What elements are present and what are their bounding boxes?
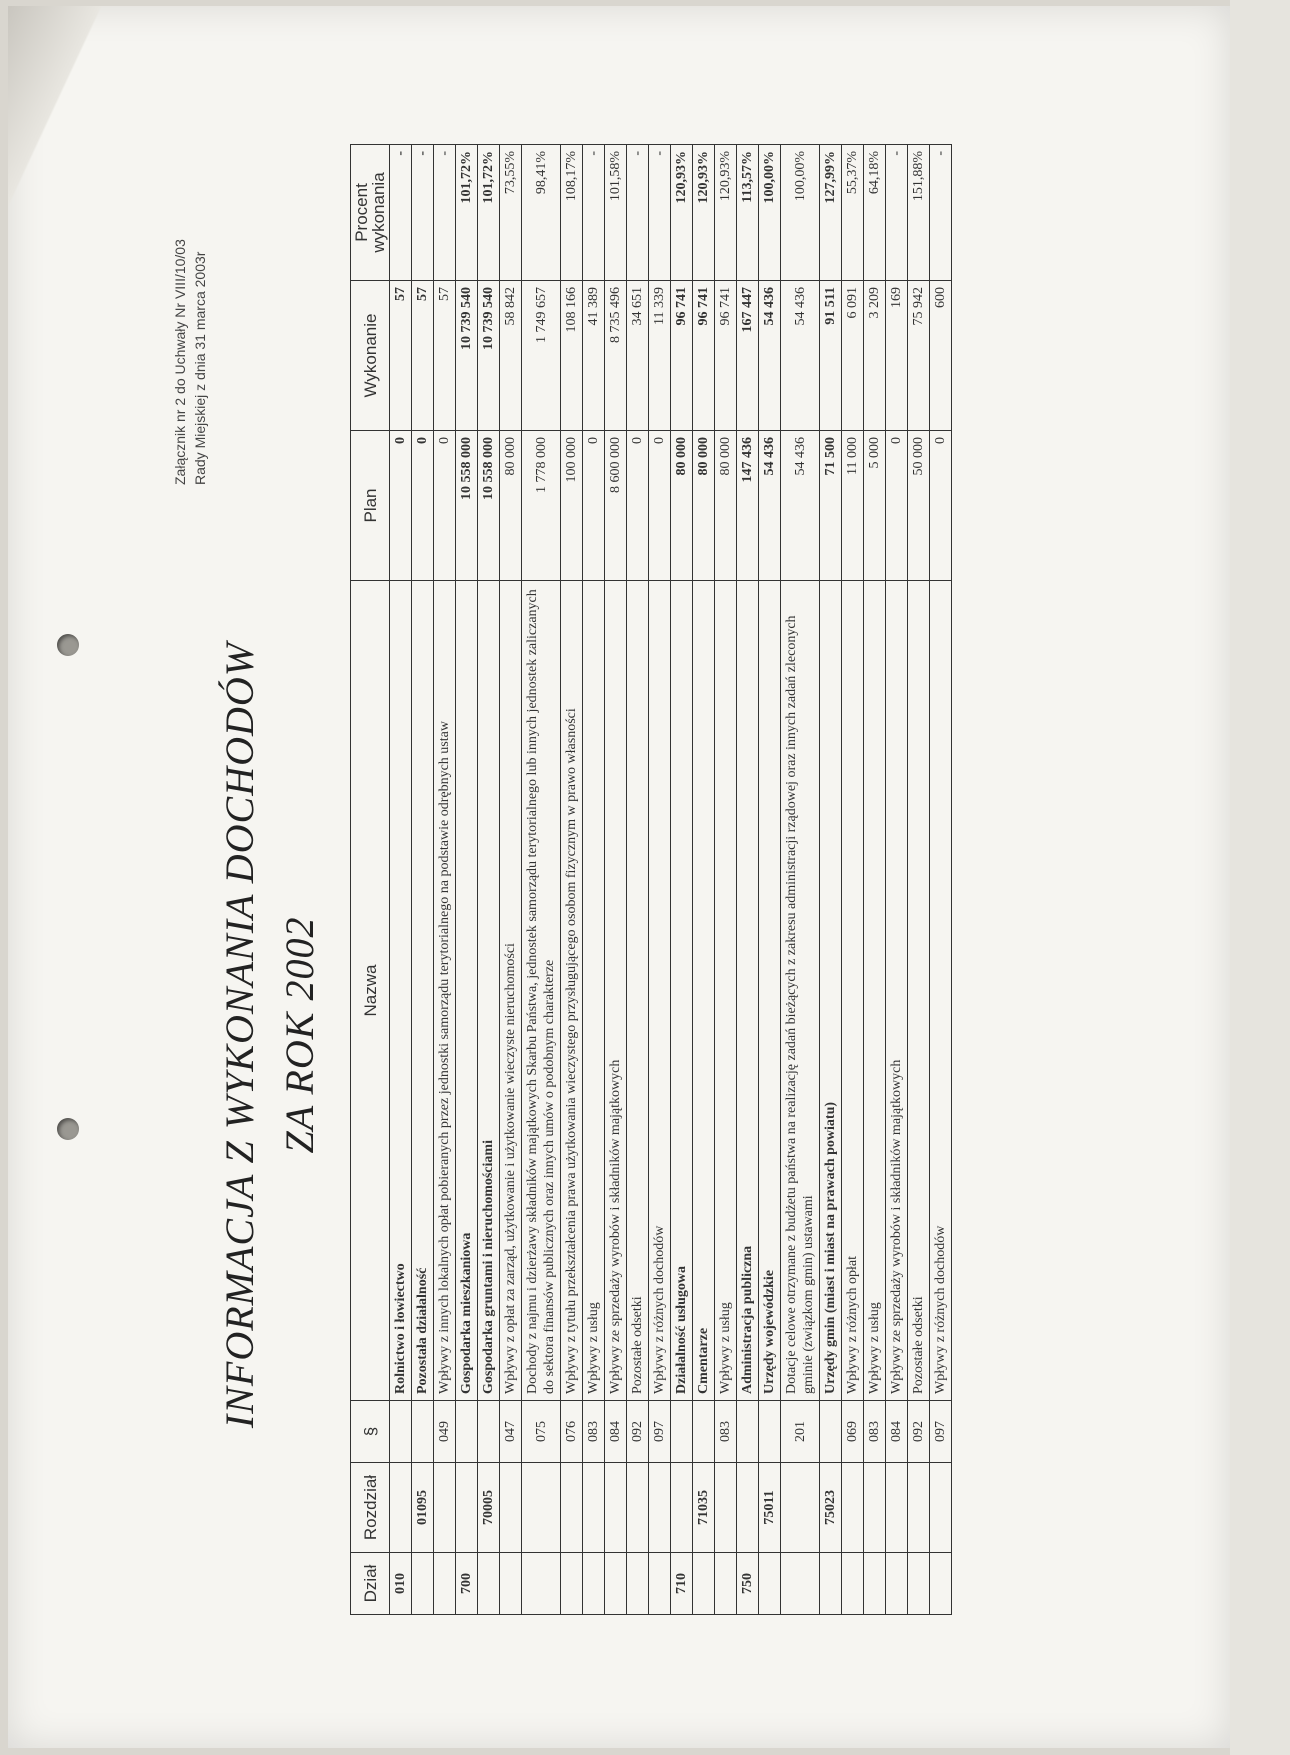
cell-plan: 0 [886, 431, 908, 581]
cell-procent: 98,41% [522, 145, 561, 281]
cell-wykonanie: 167 447 [737, 281, 759, 431]
table-row [930, 145, 952, 1615]
cell-wykonanie: 10 739 540 [478, 281, 500, 431]
cell-paragraph: 201 [781, 1401, 820, 1463]
cell-rozdzial [627, 1463, 649, 1553]
page-title [210, 415, 330, 1655]
cell-wykonanie: 8 735 496 [605, 281, 627, 431]
folded-corner [8, 6, 108, 286]
cell-plan: 80 000 [671, 431, 693, 581]
cell-dzial [583, 1553, 605, 1615]
cell-plan: 147 436 [737, 431, 759, 581]
table-row [759, 145, 781, 1615]
cell-rozdzial [737, 1463, 759, 1553]
cell-plan: 50 000 [908, 431, 930, 581]
cell-dzial [605, 1553, 627, 1615]
cell-nazwa: Działalność usługowa [671, 581, 693, 1401]
cell-rozdzial [456, 1463, 478, 1553]
cell-paragraph [478, 1401, 500, 1463]
cell-rozdzial [605, 1463, 627, 1553]
cell-dzial [478, 1553, 500, 1615]
cell-plan: 80 000 [715, 431, 737, 581]
cell-procent: - [627, 145, 649, 281]
cell-plan: 54 436 [781, 431, 820, 581]
cell-nazwa: Administracja publiczna [737, 581, 759, 1401]
header-rozdzial: Rozdział [351, 1463, 390, 1553]
table-row [434, 145, 456, 1615]
cell-paragraph [693, 1401, 715, 1463]
cell-dzial [693, 1553, 715, 1615]
cell-wykonanie: 75 942 [908, 281, 930, 431]
cell-nazwa: Dochody z najmu i dzierżawy składników majątkowych Skarbu Państwa, jednostek samorządu terytorialnego lub innych jednostek zaliczanych do sektora finansów publicznych oraz innych umów o podobnym charakterze [522, 581, 561, 1401]
cell-dzial [842, 1553, 864, 1615]
cell-paragraph: 097 [649, 1401, 671, 1463]
cell-rozdzial [434, 1463, 456, 1553]
cell-dzial [759, 1553, 781, 1615]
header-dzial: Dział [351, 1553, 390, 1615]
cell-nazwa: Wpływy z usług [715, 581, 737, 1401]
cell-paragraph: 075 [522, 1401, 561, 1463]
cell-dzial [522, 1553, 561, 1615]
cell-paragraph: 084 [605, 1401, 627, 1463]
cell-rozdzial [864, 1463, 886, 1553]
cell-plan: 1 778 000 [522, 431, 561, 581]
cell-wykonanie: 169 [886, 281, 908, 431]
cell-rozdzial [561, 1463, 583, 1553]
cell-rozdzial: 75023 [820, 1463, 842, 1553]
cell-wykonanie: 10 739 540 [456, 281, 478, 431]
cell-paragraph: 083 [715, 1401, 737, 1463]
cell-dzial: 750 [737, 1553, 759, 1615]
table-row [649, 145, 671, 1615]
cell-plan: 71 500 [820, 431, 842, 581]
cell-rozdzial: 71035 [693, 1463, 715, 1553]
cell-rozdzial [781, 1463, 820, 1553]
table-row [627, 145, 649, 1615]
cell-rozdzial [522, 1463, 561, 1553]
punch-hole [57, 1118, 79, 1140]
cell-paragraph [759, 1401, 781, 1463]
table-row [561, 145, 583, 1615]
cell-rozdzial [842, 1463, 864, 1553]
cell-nazwa: Wpływy z różnych dochodów [930, 581, 952, 1401]
cell-rozdzial: 75011 [759, 1463, 781, 1553]
cell-nazwa: Wpływy z usług [583, 581, 605, 1401]
table-row [478, 145, 500, 1615]
table-row [908, 145, 930, 1615]
cell-dzial [561, 1553, 583, 1615]
cell-rozdzial [649, 1463, 671, 1553]
cell-dzial: 710 [671, 1553, 693, 1615]
cell-procent: 101,72% [478, 145, 500, 281]
cell-wykonanie: 11 339 [649, 281, 671, 431]
cell-paragraph: 092 [627, 1401, 649, 1463]
cell-procent: 100,00% [759, 145, 781, 281]
cell-dzial [820, 1553, 842, 1615]
cell-wykonanie: 41 389 [583, 281, 605, 431]
cell-nazwa: Wpływy z opłat za zarząd, użytkowanie i użytkowanie wieczyste nieruchomości [500, 581, 522, 1401]
table-row [605, 145, 627, 1615]
cell-wykonanie: 3 209 [864, 281, 886, 431]
cell-wykonanie: 57 [390, 281, 412, 431]
cell-rozdzial [715, 1463, 737, 1553]
cell-procent: - [412, 145, 434, 281]
table-row [781, 145, 820, 1615]
cell-wykonanie: 57 [412, 281, 434, 431]
cell-nazwa: Pozostałe odsetki [908, 581, 930, 1401]
cell-dzial [649, 1553, 671, 1615]
cell-plan: 80 000 [500, 431, 522, 581]
cell-procent: 120,93% [671, 145, 693, 281]
cell-plan: 0 [649, 431, 671, 581]
cell-procent: 101,72% [456, 145, 478, 281]
cell-plan: 0 [434, 431, 456, 581]
cell-procent: - [649, 145, 671, 281]
cell-paragraph [671, 1401, 693, 1463]
cell-procent: 113,57% [737, 145, 759, 281]
cell-dzial: 700 [456, 1553, 478, 1615]
cell-procent: - [583, 145, 605, 281]
cell-wykonanie: 6 091 [842, 281, 864, 431]
cell-paragraph: 083 [864, 1401, 886, 1463]
cell-rozdzial [583, 1463, 605, 1553]
cell-rozdzial: 01095 [412, 1463, 434, 1553]
cell-procent: - [886, 145, 908, 281]
cell-plan: 11 000 [842, 431, 864, 581]
cell-paragraph: 049 [434, 1401, 456, 1463]
cell-procent: 55,37% [842, 145, 864, 281]
table-row [842, 145, 864, 1615]
cell-procent: - [434, 145, 456, 281]
cell-rozdzial [671, 1463, 693, 1553]
cell-paragraph: 092 [908, 1401, 930, 1463]
cell-plan: 100 000 [561, 431, 583, 581]
cell-wykonanie: 34 651 [627, 281, 649, 431]
cell-rozdzial [886, 1463, 908, 1553]
table-row [412, 145, 434, 1615]
cell-paragraph: 069 [842, 1401, 864, 1463]
cell-plan: 5 000 [864, 431, 886, 581]
header-plan: Plan [351, 431, 390, 581]
cell-wykonanie: 108 166 [561, 281, 583, 431]
cell-paragraph: 076 [561, 1401, 583, 1463]
cell-plan: 0 [390, 431, 412, 581]
table-row [583, 145, 605, 1615]
table-row [693, 145, 715, 1615]
cell-dzial [627, 1553, 649, 1615]
table-row [456, 145, 478, 1615]
cell-paragraph: 084 [886, 1401, 908, 1463]
cell-nazwa: Wpływy z innych lokalnych opłat pobieranych przez jednostki samorządu terytorialnego na podstawie odrębnych ustaw [434, 581, 456, 1401]
cell-nazwa: Gospodarka mieszkaniowa [456, 581, 478, 1401]
cell-paragraph [390, 1401, 412, 1463]
header-paragraph: § [351, 1401, 390, 1463]
attachment-note [170, 105, 210, 485]
cell-wykonanie: 54 436 [759, 281, 781, 431]
cell-procent: - [390, 145, 412, 281]
cell-nazwa: Urzędy gmin (miast i miast na prawach powiatu) [820, 581, 842, 1401]
cell-wykonanie: 57 [434, 281, 456, 431]
header-procent: Procent wykonania [351, 145, 390, 281]
cell-rozdzial [390, 1463, 412, 1553]
cell-dzial [715, 1553, 737, 1615]
cell-nazwa: Urzędy wojewódzkie [759, 581, 781, 1401]
cell-dzial [886, 1553, 908, 1615]
cell-plan: 10 558 000 [456, 431, 478, 581]
cell-rozdzial [500, 1463, 522, 1553]
rotated-document [170, 105, 1210, 1655]
cell-wykonanie: 96 741 [671, 281, 693, 431]
cell-paragraph: 083 [583, 1401, 605, 1463]
cell-paragraph: 097 [930, 1401, 952, 1463]
cell-plan: 80 000 [693, 431, 715, 581]
table-header-row [351, 145, 390, 1615]
cell-procent: 120,93% [715, 145, 737, 281]
cell-rozdzial [908, 1463, 930, 1553]
cell-dzial [864, 1553, 886, 1615]
cell-nazwa: Cmentarze [693, 581, 715, 1401]
table-row [864, 145, 886, 1615]
cell-nazwa: Pozostała działalność [412, 581, 434, 1401]
cell-paragraph [737, 1401, 759, 1463]
cell-dzial [434, 1553, 456, 1615]
cell-nazwa: Rolnictwo i łowiectwo [390, 581, 412, 1401]
cell-nazwa: Wpływy z różnych dochodów [649, 581, 671, 1401]
cell-wykonanie: 600 [930, 281, 952, 431]
cell-wykonanie: 54 436 [781, 281, 820, 431]
cell-wykonanie: 96 741 [715, 281, 737, 431]
page-edge [1230, 0, 1290, 1755]
cell-dzial [500, 1553, 522, 1615]
cell-dzial [412, 1553, 434, 1615]
cell-procent: 127,99% [820, 145, 842, 281]
cell-dzial [930, 1553, 952, 1615]
table-row [820, 145, 842, 1615]
header-nazwa: Nazwa [351, 581, 390, 1401]
title-line-1: INFORMACJA Z WYKONANIA DOCHODÓW [217, 641, 262, 1429]
cell-procent: 64,18% [864, 145, 886, 281]
cell-wykonanie: 91 511 [820, 281, 842, 431]
cell-paragraph [820, 1401, 842, 1463]
cell-dzial: 010 [390, 1553, 412, 1615]
cell-plan: 8 600 000 [605, 431, 627, 581]
punch-hole [57, 634, 79, 656]
cell-procent: 120,93% [693, 145, 715, 281]
cell-nazwa: Wpływy z różnych opłat [842, 581, 864, 1401]
income-table [350, 144, 952, 1615]
cell-nazwa: Wpływy z tytułu przekształcenia prawa użytkowania wieczystego przysługującego osobom fizycznym w prawo własności [561, 581, 583, 1401]
cell-nazwa: Pozostałe odsetki [627, 581, 649, 1401]
cell-plan: 0 [930, 431, 952, 581]
cell-nazwa: Wpływy z usług [864, 581, 886, 1401]
table-row [390, 145, 412, 1615]
cell-rozdzial: 70005 [478, 1463, 500, 1553]
cell-plan: 54 436 [759, 431, 781, 581]
table-row [522, 145, 561, 1615]
cell-nazwa: Wpływy ze sprzedaży wyrobów i składników majątkowych [605, 581, 627, 1401]
cell-wykonanie: 1 749 657 [522, 281, 561, 431]
cell-paragraph [412, 1401, 434, 1463]
cell-nazwa: Dotacje celowe otrzymane z budżetu państwa na realizację zadań bieżących z zakresu administracji rządowej oraz innych zadań zleconych gminie (związkom gmin) ustawami [781, 581, 820, 1401]
table-row [737, 145, 759, 1615]
cell-paragraph: 047 [500, 1401, 522, 1463]
cell-procent: 108,17% [561, 145, 583, 281]
title-line-2: ZA ROK 2002 [277, 916, 322, 1154]
table-row [500, 145, 522, 1615]
table-row [715, 145, 737, 1615]
attachment-line-1: Załącznik nr 2 do Uchwały Nr VIII/10/03 [172, 239, 188, 485]
header-wykonanie: Wykonanie [351, 281, 390, 431]
cell-procent: 101,58% [605, 145, 627, 281]
cell-procent: - [930, 145, 952, 281]
cell-dzial [781, 1553, 820, 1615]
cell-plan: 0 [412, 431, 434, 581]
cell-plan: 0 [627, 431, 649, 581]
cell-plan: 0 [583, 431, 605, 581]
cell-wykonanie: 96 741 [693, 281, 715, 431]
cell-procent: 100,00% [781, 145, 820, 281]
cell-procent: 151,88% [908, 145, 930, 281]
cell-wykonanie: 58 842 [500, 281, 522, 431]
table-row [886, 145, 908, 1615]
cell-nazwa: Wpływy ze sprzedaży wyrobów i składników majątkowych [886, 581, 908, 1401]
cell-dzial [908, 1553, 930, 1615]
table-body [390, 145, 952, 1615]
cell-procent: 73,55% [500, 145, 522, 281]
table-row [671, 145, 693, 1615]
cell-rozdzial [930, 1463, 952, 1553]
cell-nazwa: Gospodarka gruntami i nieruchomościami [478, 581, 500, 1401]
attachment-line-2: Rady Miejskiej z dnia 31 marca 2003r [192, 251, 208, 485]
cell-paragraph [456, 1401, 478, 1463]
cell-plan: 10 558 000 [478, 431, 500, 581]
